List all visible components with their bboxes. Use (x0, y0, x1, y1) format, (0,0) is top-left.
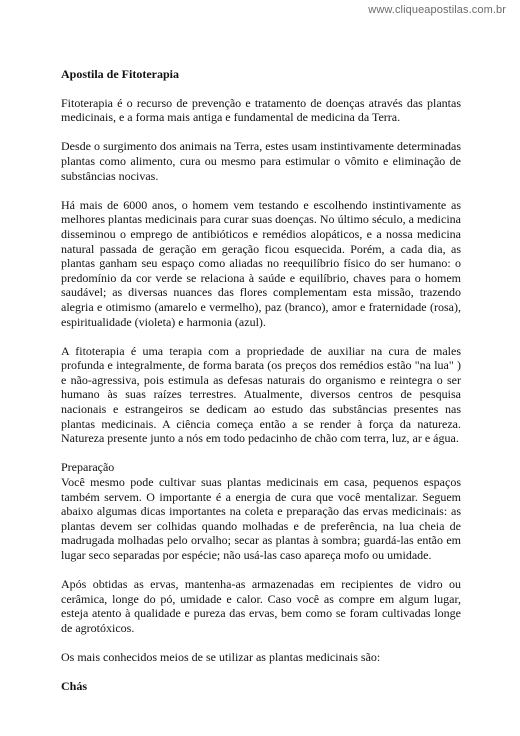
paragraph-animals: Desde o surgimento dos animais na Terra, estes usam instintivamente determinadas plantas como alimento, cura ou mesmo para estimular o vômito e eliminação de substâncias nocivas. (61, 139, 461, 183)
section-heading-preparacao: Preparação (61, 460, 115, 475)
paragraph-storage: Após obtidas as ervas, mantenha-as armazenadas em recipientes de vidro ou cerâmica, longe do pó, umidade e calor. Caso você as compre em algum lugar, esteja atento à qualidade e pureza das ervas, bem como se foram cultivadas longe de agrotóxicos. (61, 577, 461, 635)
document-body (61, 67, 461, 694)
site-url: www.cliqueapostilas.com.br (368, 4, 506, 16)
document-title: Apostila de Fitoterapia (61, 67, 179, 81)
subheading-chas: Chás (61, 679, 88, 694)
paragraph-cultivation: Você mesmo pode cultivar suas plantas medicinais em casa, pequenos espaços também servem. O importante é a energia de cura que você mentalizar. Seguem abaixo algumas dicas importantes na coleta e preparação das ervas medicinais: as plantas devem ser colhidas quando molhadas e de preferência, na lua cheia de madrugada molhadas pelo orvalho; secar as plantas à sombra; guardá-las então em lugar seco separadas por espécie; não usá-las caso apareça mofo ou umidade. (61, 475, 461, 562)
paragraph-methods: Os mais conhecidos meios de se utilizar as plantas medicinais são: (61, 650, 381, 665)
paragraph-therapy: A fitoterapia é uma terapia com a propriedade de auxiliar na cura de males profunda e integralmente, de forma barata (os preços dos remédios estão "na lua" ) e não-agressiva, pois estimula as defesas naturais do organismo e reintegra o ser humano às suas raízes terrestres. Atualmente, diversos centros de pesquisa nacionais e estrangeiros se dedicam ao estudo das substâncias presentes nas plantas medicinais. A ciência começa então a se render à força da natureza. Natureza presente junto a nós em todo pedacinho de chão com terra, luz, ar e água. (61, 343, 461, 446)
paragraph-history: Há mais de 6000 anos, o homem vem testando e escolhendo instintivamente as melhores plantas medicinais para curar suas doenças. No último século, a medicina disseminou o emprego de antibióticos e remédios alopáticos, e a nossa medicina natural passada de geração em geração ficou esquecida. Porém, a cada dia, as plantas ganham seu espaço como aliadas no reequilíbrio físico do ser humano: o predomínio da cor verde se relaciona à saúde e equilíbrio, chaves para o homem saudável; as diversas nuances das flores complementam esta missão, trazendo alegria e otimismo (amarelo e vermelho), paz (branco), amor e fraternidade (rosa), espiritualidade (violeta) e harmonia (azul). (61, 197, 461, 329)
paragraph-intro: Fitoterapia é o recurso de prevenção e tratamento de doenças através das plantas medicinais, e a forma mais antiga e fundamental de medicina da Terra. (61, 95, 461, 125)
